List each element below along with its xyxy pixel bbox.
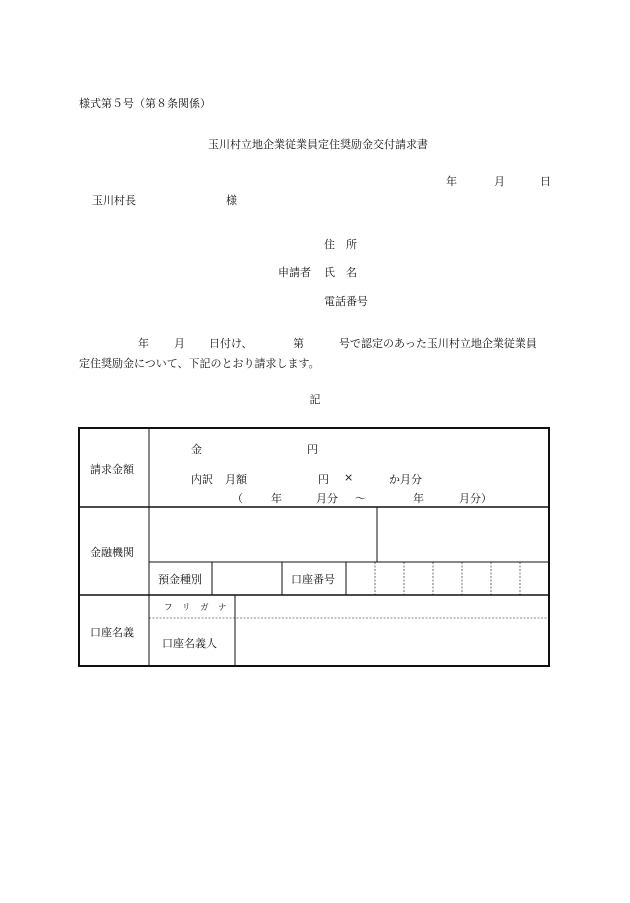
period-month1: 月分 <box>316 492 338 505</box>
claim-amount-label: 請求金額 <box>90 463 134 476</box>
deposit-type-label: 預金種別 <box>158 573 202 586</box>
form-title: 玉川村立地企業従業員定住奨励金交付請求書 <box>208 138 428 151</box>
body-month: 月 <box>174 337 185 350</box>
form-number-label: 様式第５号（第８条関係） <box>79 97 211 110</box>
account-number-label: 口座番号 <box>291 573 335 586</box>
body-date: 日付け、 <box>209 337 253 350</box>
addressee-honorific: 様 <box>226 194 237 207</box>
body-year: 年 <box>138 337 149 350</box>
date-day-label: 日 <box>540 175 551 188</box>
period-month2: 月分） <box>459 492 492 505</box>
date-month-label: 月 <box>494 175 505 188</box>
body-no-prefix: 第 <box>293 337 304 350</box>
account-name-label: 口座名義 <box>90 626 134 639</box>
addressee-name: 玉川村長 <box>92 194 136 207</box>
applicant-name-label: 氏 名 <box>324 266 357 279</box>
applicant-phone-label: 電話番号 <box>324 295 368 308</box>
furigana-label: フ リ ガ ナ <box>164 603 228 613</box>
applicant-address-label: 住 所 <box>324 238 357 251</box>
account-holder-label: 口座名義人 <box>162 637 217 650</box>
amount-kin: 金 <box>191 443 202 456</box>
months-label: か月分 <box>389 473 422 486</box>
period-tilde: ～ <box>355 492 366 505</box>
monthly-label: 月額 <box>225 473 247 486</box>
body-line1-rest: 号で認定のあった玉川村立地企業従業員 <box>339 337 537 350</box>
body-line2: 定住奨励金について、下記のとおり請求します。 <box>79 357 320 370</box>
amount-en: 円 <box>307 443 318 456</box>
applicant-prefix: 申請者 <box>278 266 311 279</box>
period-year1: 年 <box>271 492 282 505</box>
record-heading: 記 <box>309 393 321 406</box>
period-open-paren: （ <box>232 492 243 505</box>
times-sign: × <box>344 471 354 484</box>
bank-label: 金融機関 <box>90 546 134 559</box>
date-year-label: 年 <box>446 175 457 188</box>
monthly-en: 円 <box>318 473 329 486</box>
breakdown-label: 内訳 <box>191 473 213 486</box>
period-year2: 年 <box>413 492 424 505</box>
